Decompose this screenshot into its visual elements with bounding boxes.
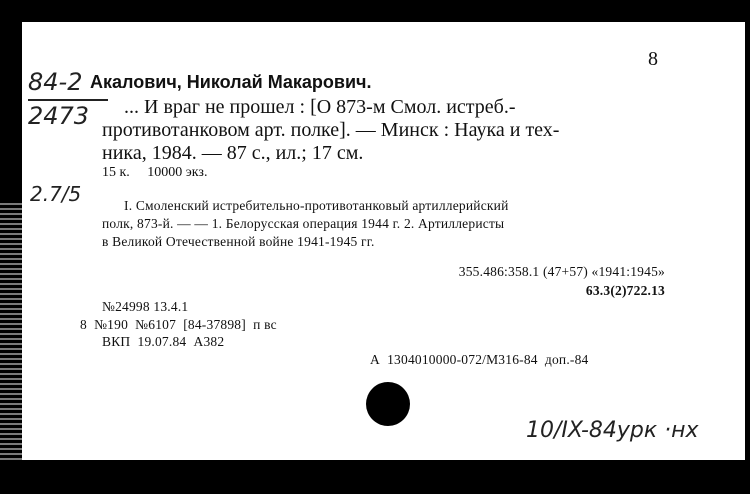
price-line: 15 к. 10000 экз. bbox=[102, 165, 208, 180]
title-line-2: противотанковом арт. полке]. — Минск : Наука и тех- bbox=[102, 119, 560, 141]
handwritten-shelf-bottom: 2473 bbox=[28, 102, 90, 130]
subject-line-3: в Великой Отечественной войне 1941-1945 гг. bbox=[102, 234, 375, 249]
catalog-code: А 1304010000-072/М316-84 доп.-84 bbox=[370, 352, 589, 367]
punch-hole bbox=[366, 382, 410, 426]
udc-code: 355.486:358.1 (47+57) «1941:1945» bbox=[458, 264, 665, 279]
card-edge-strip bbox=[0, 200, 22, 494]
scan-bottom-border bbox=[0, 460, 750, 494]
handwritten-side-note: 2.7/5 bbox=[30, 182, 82, 206]
record-line-3: ВКП 19.07.84 А382 bbox=[102, 334, 225, 349]
handwritten-shelf-top: 84-2 bbox=[28, 68, 83, 96]
bbk-code: 63.3(2)722.13 bbox=[585, 283, 665, 298]
author-heading: Акалович, Николай Макарович. bbox=[90, 72, 372, 92]
record-line-1: №24998 13.4.1 bbox=[102, 299, 189, 314]
page-number: 8 bbox=[648, 48, 658, 70]
title-line-3: ника, 1984. — 87 с., ил.; 17 см. bbox=[102, 142, 364, 164]
subject-line-2: полк, 873-й. — — 1. Белорусская операция 1944 г. 2. Артиллеристы bbox=[102, 216, 505, 231]
record-line-2: 8 №190 №6107 [84-37898] п вс bbox=[80, 317, 277, 332]
subject-line-1: I. Смоленский истребительно-противотанковый артиллерийский bbox=[124, 198, 509, 213]
handwritten-bottom-note: 10/IX-84урк ·нх bbox=[526, 418, 699, 443]
title-line-1: ... И враг не прошел : [О 873-м Смол. истреб.- bbox=[124, 96, 516, 118]
handwritten-underline bbox=[28, 99, 108, 101]
